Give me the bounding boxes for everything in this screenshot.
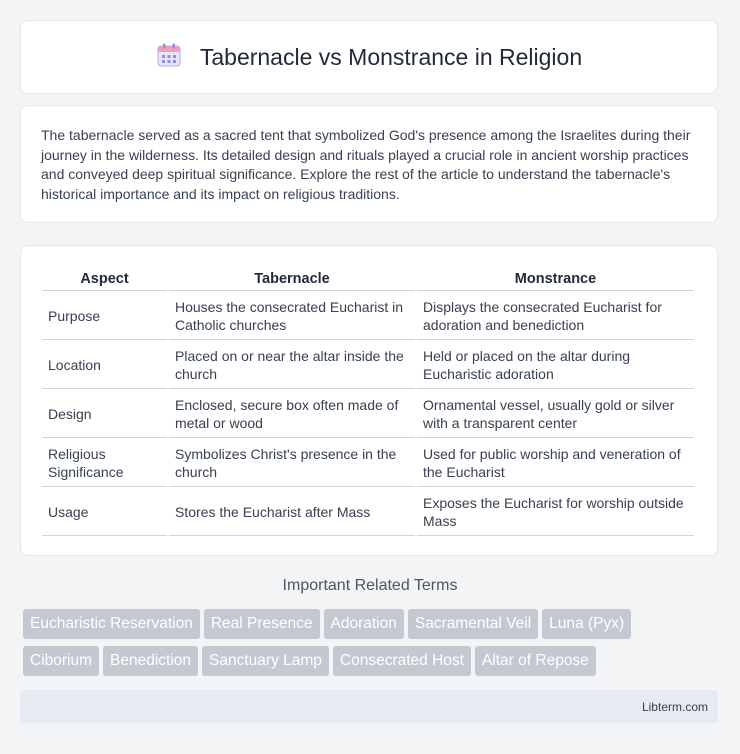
table-cell: Ornamental vessel, usually gold or silver with a transparent center	[417, 391, 694, 438]
table-cell: Purpose	[42, 293, 167, 340]
term-tag[interactable]: Ciborium	[23, 646, 99, 676]
table-cell: Used for public worship and veneration of the Eucharist	[417, 440, 694, 487]
calendar-icon	[156, 42, 182, 73]
comparison-table	[40, 266, 696, 538]
related-terms-title: Important Related Terms	[282, 577, 458, 594]
table-row	[42, 489, 694, 536]
table-cell: Houses the consecrated Eucharist in Catholic churches	[169, 293, 415, 340]
table-cell: Design	[42, 391, 167, 438]
page-title: Tabernacle vs Monstrance in Religion	[199, 43, 583, 70]
comparison-card	[20, 245, 718, 556]
column-header-aspect: Aspect	[42, 268, 167, 291]
term-tag[interactable]: Real Presence	[204, 609, 320, 639]
term-tag[interactable]: Benediction	[103, 646, 198, 676]
table-cell: Stores the Eucharist after Mass	[169, 489, 415, 536]
column-header-monstrance: Monstrance	[417, 268, 694, 291]
term-tag[interactable]: Altar of Repose	[475, 646, 596, 676]
table-row	[42, 440, 694, 487]
table-row	[42, 342, 694, 389]
table-cell: Exposes the Eucharist for worship outside Mass	[417, 489, 694, 536]
footer	[20, 690, 718, 723]
term-tag[interactable]: Luna (Pyx)	[542, 609, 631, 639]
table-cell: Held or placed on the altar during Eucharistic adoration	[417, 342, 694, 389]
table-cell: Location	[42, 342, 167, 389]
table-cell: Enclosed, secure box often made of metal or wood	[169, 391, 415, 438]
table-cell: Placed on or near the altar inside the church	[169, 342, 415, 389]
table-row	[42, 293, 694, 340]
table-cell: Symbolizes Christ's presence in the church	[169, 440, 415, 487]
term-tag[interactable]: Sacramental Veil	[408, 609, 538, 639]
title-card	[20, 20, 718, 94]
footer-site-link[interactable]: Libterm.com	[641, 699, 708, 714]
term-tag[interactable]: Adoration	[324, 609, 404, 639]
intro-card	[20, 105, 718, 223]
column-header-tabernacle: Tabernacle	[169, 268, 415, 291]
term-tag[interactable]: Consecrated Host	[333, 646, 471, 676]
table-cell: Religious Significance	[42, 440, 167, 487]
title-wrap	[156, 42, 582, 73]
related-terms-list	[23, 609, 723, 683]
table-cell: Displays the consecrated Eucharist for adoration and benediction	[417, 293, 694, 340]
intro-text: The tabernacle served as a sacred tent that symbolized God's presence among the Israelites during their journey in the wilderness. Its detailed design and rituals played a crucial role in ancient worship practices and conveyed deep spiritual significance. Explore the rest of the article to understand the tabernacle's historical importance and its impact on religious traditions.	[41, 127, 691, 202]
term-tag[interactable]: Eucharistic Reservation	[23, 609, 200, 639]
table-header-row	[42, 268, 694, 291]
table-cell: Usage	[42, 489, 167, 536]
term-tag[interactable]: Sanctuary Lamp	[202, 646, 329, 676]
table-row	[42, 391, 694, 438]
